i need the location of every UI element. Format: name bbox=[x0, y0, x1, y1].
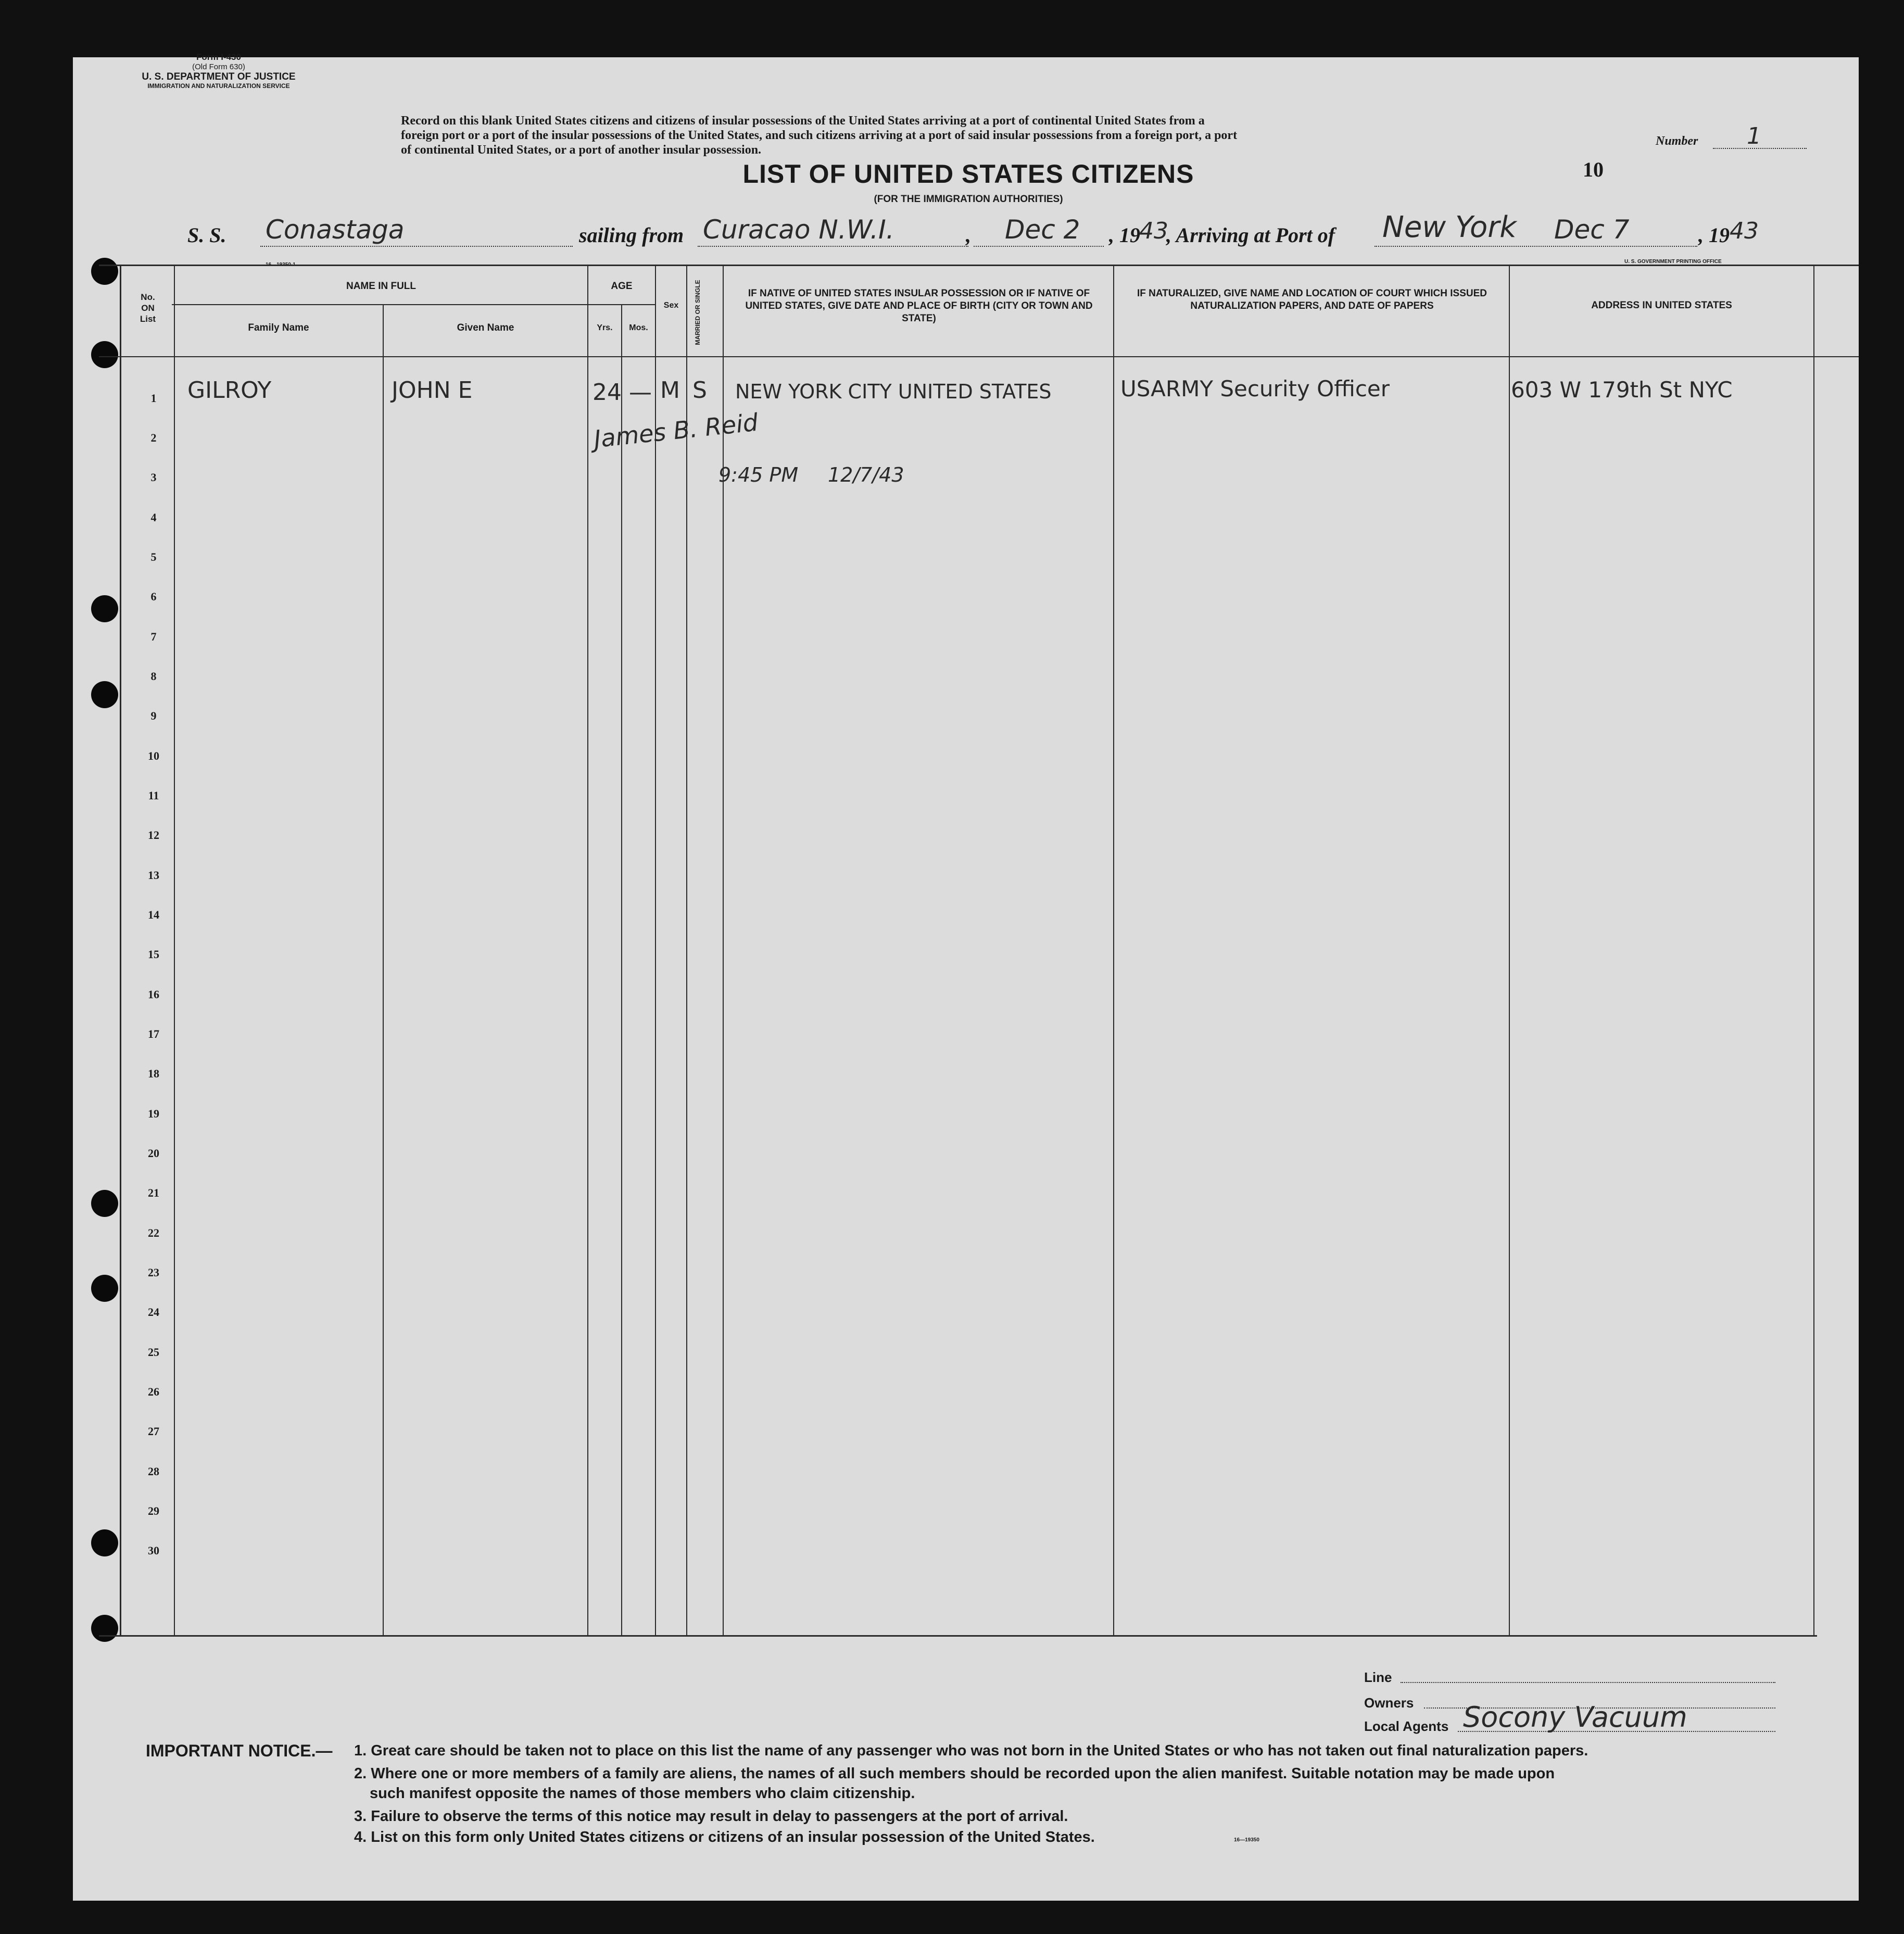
header-bottom-border bbox=[99, 356, 1859, 357]
header-married-or-single: MARRIED OR SINGLE bbox=[694, 280, 701, 345]
row-number: 28 bbox=[148, 1465, 159, 1478]
header-naturalization: IF NATURALIZED, GIVE NAME AND LOCATION OF COURT WHICH ISSUED NATURALIZATION PAPERS, AND DATE OF PAPERS bbox=[1137, 288, 1487, 311]
record-line: foreign port or a port of the insular possessions of the United States, and such citizens arriving at a port of said insular possessions from a foreign port, a port bbox=[401, 129, 1238, 142]
number-value: 1 bbox=[1747, 123, 1761, 149]
port-value: New York bbox=[1382, 210, 1517, 244]
old-form-number: (Old Form 630) bbox=[192, 62, 245, 71]
row-number: 30 bbox=[148, 1544, 159, 1557]
column-rule bbox=[686, 265, 687, 1636]
age-years-cell: 24 bbox=[592, 379, 622, 406]
header-no: No. ON List bbox=[140, 292, 156, 324]
column-rule bbox=[383, 304, 384, 1636]
row-number: 20 bbox=[148, 1147, 159, 1160]
row-number: 7 bbox=[150, 630, 157, 643]
row-number: 14 bbox=[148, 908, 159, 921]
ss-label: S. S. bbox=[187, 223, 226, 247]
notice-heading: IMPORTANT NOTICE.— bbox=[146, 1741, 333, 1760]
sailing-from-value: Curacao N.W.I. bbox=[703, 215, 894, 245]
family-name-cell: GILROY bbox=[187, 377, 272, 404]
name-subheader-border bbox=[172, 304, 588, 305]
column-rule bbox=[621, 304, 622, 1636]
column-rule bbox=[1813, 265, 1814, 1636]
comma-separator: , bbox=[966, 223, 971, 247]
naturalization-cell: USARMY Security Officer bbox=[1120, 376, 1390, 401]
notice-item: such manifest opposite the names of those members who claim citizenship. bbox=[370, 1785, 915, 1802]
age-months-cell: — bbox=[629, 379, 652, 406]
number-label: Number bbox=[1656, 134, 1698, 148]
arrive-year-value: 43 bbox=[1730, 218, 1759, 244]
birth-place-cell: NEW YORK CITY UNITED STATES bbox=[735, 380, 1052, 403]
row-number: 3 bbox=[150, 471, 157, 484]
header-given-name: Given Name bbox=[457, 322, 514, 333]
depart-date-value: Dec 2 bbox=[1005, 215, 1080, 245]
column-rule bbox=[174, 265, 175, 1636]
given-name-cell: JOHN E bbox=[392, 377, 473, 404]
punch-hole bbox=[91, 1529, 118, 1556]
row-number: 1 bbox=[150, 392, 157, 405]
notice-code: 16—19350 bbox=[1234, 1837, 1259, 1843]
record-instructions bbox=[401, 114, 1557, 157]
inspection-time: 9:45 PM bbox=[718, 463, 799, 486]
header-name-in-full: NAME IN FULL bbox=[346, 281, 417, 292]
year-prefix: , 19 bbox=[1698, 223, 1730, 247]
form-number: Form I-430 bbox=[196, 52, 241, 62]
record-line: Record on this blank United States citizens and citizens of insular possessions of the United States arriving at a port of continental United States from a bbox=[401, 114, 1205, 128]
row-number: 19 bbox=[148, 1107, 159, 1120]
column-rule bbox=[1113, 265, 1114, 1636]
table-top-border bbox=[99, 265, 1859, 266]
header-address: ADDRESS IN UNITED STATES bbox=[1591, 300, 1732, 311]
punch-hole bbox=[91, 1275, 118, 1302]
header-sex: Sex bbox=[663, 301, 679, 310]
arrive-date-value: Dec 7 bbox=[1554, 215, 1630, 245]
service-name: IMMIGRATION AND NATURALIZATION SERVICE bbox=[147, 82, 290, 90]
local-agents-label: Local Agents bbox=[1364, 1718, 1449, 1734]
row-number: 22 bbox=[148, 1226, 159, 1239]
notice-item: 1. Great care should be taken not to place on this list the name of any passenger who was not born in the United States or who has not taken out final naturalization papers. bbox=[354, 1742, 1588, 1759]
year-prefix: , 19 bbox=[1109, 223, 1140, 247]
depart-year-value: 43 bbox=[1139, 218, 1168, 244]
header-birth-place: IF NATIVE OF UNITED STATES INSULAR POSSESSION OR IF NATIVE OF UNITED STATES, GIVE DATE AND PLACE OF BIRTH (CITY OR TOWN AND STATE) bbox=[745, 288, 1093, 324]
inspector-signature: James B. Reid bbox=[592, 408, 760, 454]
row-number: 21 bbox=[148, 1186, 159, 1199]
department-name: U. S. DEPARTMENT OF JUSTICE bbox=[142, 71, 296, 82]
owners-label: Owners bbox=[1364, 1695, 1414, 1711]
row-number: 25 bbox=[148, 1346, 159, 1359]
column-rule bbox=[655, 265, 656, 1636]
row-number: 17 bbox=[148, 1027, 159, 1040]
row-number: 2 bbox=[150, 431, 157, 444]
depart-date-line bbox=[974, 246, 1104, 247]
page-mark: 10 bbox=[1583, 158, 1604, 181]
header-mos: Mos. bbox=[629, 323, 648, 332]
punch-hole bbox=[91, 681, 118, 708]
arriving-label: , Arriving at Port of bbox=[1166, 223, 1335, 247]
gpo-mark: U. S. GOVERNMENT PRINTING OFFICE bbox=[1624, 259, 1722, 265]
column-rule bbox=[587, 265, 588, 1636]
punch-hole bbox=[91, 341, 118, 368]
row-number: 27 bbox=[148, 1425, 159, 1438]
row-number: 26 bbox=[148, 1385, 159, 1398]
line-field-line bbox=[1401, 1682, 1775, 1683]
punch-hole bbox=[91, 595, 118, 622]
punch-hole bbox=[91, 258, 118, 285]
record-line: of continental United States, or a port of another insular possession. bbox=[401, 143, 762, 157]
punch-hole bbox=[91, 1615, 118, 1642]
row-number: 29 bbox=[148, 1504, 159, 1517]
address-cell: 603 W 179th St NYC bbox=[1511, 377, 1733, 403]
sailing-label: sailing from bbox=[579, 223, 684, 247]
row-number: 9 bbox=[150, 709, 157, 722]
header-age: AGE bbox=[611, 281, 633, 292]
line-label: Line bbox=[1364, 1669, 1392, 1685]
header-family-name: Family Name bbox=[248, 322, 309, 333]
row-number: 23 bbox=[148, 1266, 159, 1279]
row-number: 11 bbox=[148, 789, 159, 802]
form-identifier bbox=[120, 52, 318, 90]
row-number: 24 bbox=[148, 1305, 159, 1318]
row-number: 4 bbox=[150, 511, 157, 524]
marital-status-cell: S bbox=[692, 377, 707, 404]
row-number: 10 bbox=[148, 749, 159, 762]
row-number: 13 bbox=[148, 869, 159, 882]
page-title: LIST OF UNITED STATES CITIZENS bbox=[742, 159, 1194, 189]
age-subheader-border bbox=[588, 304, 656, 305]
punch-hole bbox=[91, 1190, 118, 1217]
row-number: 6 bbox=[150, 590, 157, 603]
table-bottom-border bbox=[99, 1635, 1817, 1637]
notice-item: 3. Failure to observe the terms of this notice may result in delay to passengers at the port of arrival. bbox=[354, 1808, 1068, 1825]
port-field-line bbox=[1375, 246, 1697, 247]
page-subtitle: (FOR THE IMMIGRATION AUTHORITIES) bbox=[874, 194, 1063, 205]
notice-item: 4. List on this form only United States citizens or citizens of an insular possession of the United States. bbox=[354, 1829, 1095, 1845]
notice-item: 2. Where one or more members of a family are aliens, the names of all such members should be recorded upon the alien manifest. Suitable notation may be made upon bbox=[354, 1765, 1555, 1782]
row-number: 15 bbox=[148, 948, 159, 961]
row-number: 8 bbox=[150, 670, 157, 683]
row-number: 16 bbox=[148, 988, 159, 1001]
column-rule bbox=[1509, 265, 1510, 1636]
local-agents-value: Socony Vacuum bbox=[1463, 1701, 1687, 1734]
ship-field-line bbox=[260, 246, 573, 247]
inspection-date: 12/7/43 bbox=[828, 463, 904, 486]
row-number: 12 bbox=[148, 828, 159, 842]
ship-name: Conastaga bbox=[266, 215, 405, 245]
from-field-line bbox=[698, 246, 968, 247]
sex-cell: M bbox=[660, 377, 680, 404]
column-rule bbox=[120, 265, 121, 1636]
row-number: 18 bbox=[148, 1067, 159, 1080]
header-yrs: Yrs. bbox=[597, 323, 613, 332]
row-number: 5 bbox=[150, 550, 157, 563]
